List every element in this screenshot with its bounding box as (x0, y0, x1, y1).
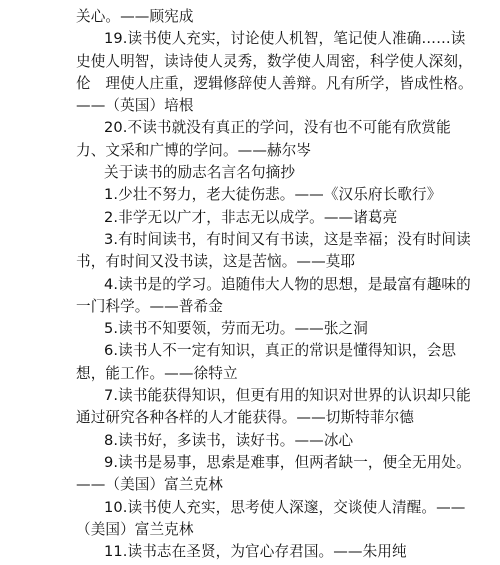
quote-paragraph: 20.不读书就没有真正的学问，没有也不可能有欣赏能力、文采和广博的学问。——赫尔岑 (76, 119, 451, 159)
section-heading: 关于读书的励志名言名句摘抄 (104, 164, 296, 182)
quote-paragraph: 7.读书能获得知识，但更有用的知识对世界的认识却只能通过研究各种各样的人才能获得。——切斯特菲尔德 (76, 387, 471, 427)
quote-paragraph: 5.读书不知要领，劳而无功。——张之洞 (104, 320, 368, 338)
quote-paragraph: 10.读书使人充实，思考使人深邃，交谈使人清醒。——（美国）富兰克林 (76, 498, 466, 538)
quote-paragraph: 4.读书是的学习。追随伟大人物的思想，是最富有趣味的一门科学。——普希金 (76, 275, 471, 315)
quote-paragraph: 19.读书使人充实，讨论使人机智，笔记使人准确……读史使人明智，读诗使人灵秀，数学使人周密，科学使人深刻，伦 理使人庄重，逻辑修辞使人善辩。凡有所学，皆成性格。——（英国）培根 (76, 30, 473, 115)
quote-paragraph: 9.读书是易事，思索是难事，但两者缺一，便全无用处。——（美国）富兰克林 (76, 453, 471, 494)
quote-paragraph: 6.读书人不一定有知识，真正的常识是懂得知识，会思想，能工作。——徐特立 (76, 342, 457, 382)
quote-paragraph: 8.读书好，多读书，读好书。——冰心 (104, 431, 354, 449)
quote-paragraph: 11.读书志在圣贤，为官心存君国。——朱用纯 (104, 543, 407, 561)
quote-paragraph: 1.少壮不努力，老大徒伤悲。——《汉乐府长歌行》 (104, 186, 442, 204)
document-body (76, 6, 480, 563)
quote-paragraph: 关心。——顾宪成 (76, 8, 194, 25)
quote-paragraph: 2.非学无以广才，非志无以成学。——诸葛亮 (104, 208, 398, 226)
quote-paragraph: 3.有时间读书，有时间又有书读，这是幸福；没有时间读书，有时间又没书读，这是苦恼。——莫耶 (76, 230, 471, 271)
